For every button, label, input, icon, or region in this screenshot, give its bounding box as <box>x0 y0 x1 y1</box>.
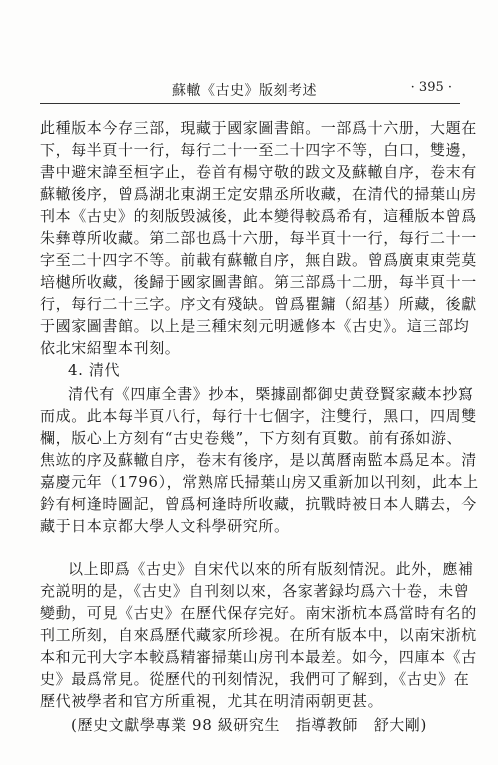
paragraph-1-line: 蘇轍後序，曾爲湖北東湖王定安鼎丞所收藏，在清代的掃葉山房 <box>40 185 477 203</box>
paragraph-1-line: 于國家圖書館。以上是三種宋刻元明遞修本《古史》。這三部均 <box>40 317 470 335</box>
paragraph-1-line: 下，每半頁十一行，每行二十一至二十四字不等，白口，雙邊， <box>40 141 477 159</box>
paragraph-3-line: 以上即爲《古史》自宋代以來的所有版刻情況。此外，應補 <box>68 560 474 578</box>
paragraph-2-line: 鈐有柯逢時圖記，曾爲柯逢時所收藏，抗戰時被日本人購去，今 <box>40 495 477 513</box>
paragraph-2-line: 欄，版心上方刻有“古史卷幾”，下方刻有頁數。前有孫如游、 <box>40 429 463 447</box>
paragraph-2-line: 清代有《四庫全書》抄本，槩據副都御史黄登賢家藏本抄寫 <box>68 385 474 403</box>
paragraph-3-line: 刊工所刻，自來爲歷代藏家所珍視。在所有版本中，以南宋浙杭 <box>40 626 477 644</box>
page-number: · 395 · <box>410 80 452 95</box>
section-heading: 4. 清代 <box>68 361 121 379</box>
header-rule <box>40 103 460 104</box>
paragraph-1-line: 書中避宋諱至桓字止，卷首有楊守敬的跋文及蘇轍自序，卷末有 <box>40 163 477 181</box>
paragraph-2-line: 焦竑的序及蘇轍自序，卷末有後序，是以萬曆南監本爲足本。清 <box>40 451 477 469</box>
running-header-title: 蘇轍《古史》版刻考述 <box>172 83 317 99</box>
paragraph-1-line: 刊本《古史》的刻版毁滅後，此本變得較爲希有，這種版本曾爲 <box>40 207 477 225</box>
paragraph-3-line: 充説明的是，《古史》自刊刻以來，各家著録均爲六十卷，未曾 <box>40 582 470 600</box>
paragraph-1-line: 此種版本今存三部，現藏于國家圖書館。一部爲十六册，大題在 <box>40 119 477 137</box>
paragraph-1-line: 朱彝尊所收藏。第二部也爲十六册，每半頁十一行，每行二十一 <box>40 229 477 247</box>
paragraph-3-line: 歷代被學者和官方所重視，尤其在明清兩朝更甚。 <box>40 692 384 710</box>
paragraph-1-line: 培樾所收藏，後歸于國家圖書館。第三部爲十二册，每半頁十一 <box>40 273 477 291</box>
paragraph-2-line: 嘉慶元年（1796），常熟席氏掃葉山房又重新加以刊刻，此本上 <box>40 473 479 491</box>
paragraph-2-line: 藏于日本京都大學人文科學研究所。 <box>40 517 290 535</box>
paragraph-1-line: 依北宋紹聖本刊刻。 <box>40 339 181 357</box>
running-header <box>40 80 460 100</box>
paragraph-2-line: 而成。此本每半頁八行，每行十七個字，注雙行，黑口，四周雙 <box>40 407 477 425</box>
paragraph-3-line: 變動，可見《古史》在歷代保存完好。南宋浙杭本爲當時有名的 <box>40 604 477 622</box>
author-signature: (歷史文獻學專業 98 級研究生 指導教師 舒大剛) <box>71 716 427 734</box>
paragraph-3-line: 本和元刊大字本較爲精審掃葉山房刊本最差。如今，四庫本《古 <box>40 648 477 666</box>
paragraph-1-line: 字至二十四字不等。前載有蘇轍自序，無自跋。曾爲廣東東莞莫 <box>40 251 477 269</box>
paragraph-3-line: 史》最爲常見。從歷代的刊刻情況，我們可了解到，《古史》在 <box>40 670 470 688</box>
paragraph-1-line: 行，每行二十三字。序文有殘缺。曾爲瞿鏞（紹基）所藏，後獻 <box>40 295 477 313</box>
